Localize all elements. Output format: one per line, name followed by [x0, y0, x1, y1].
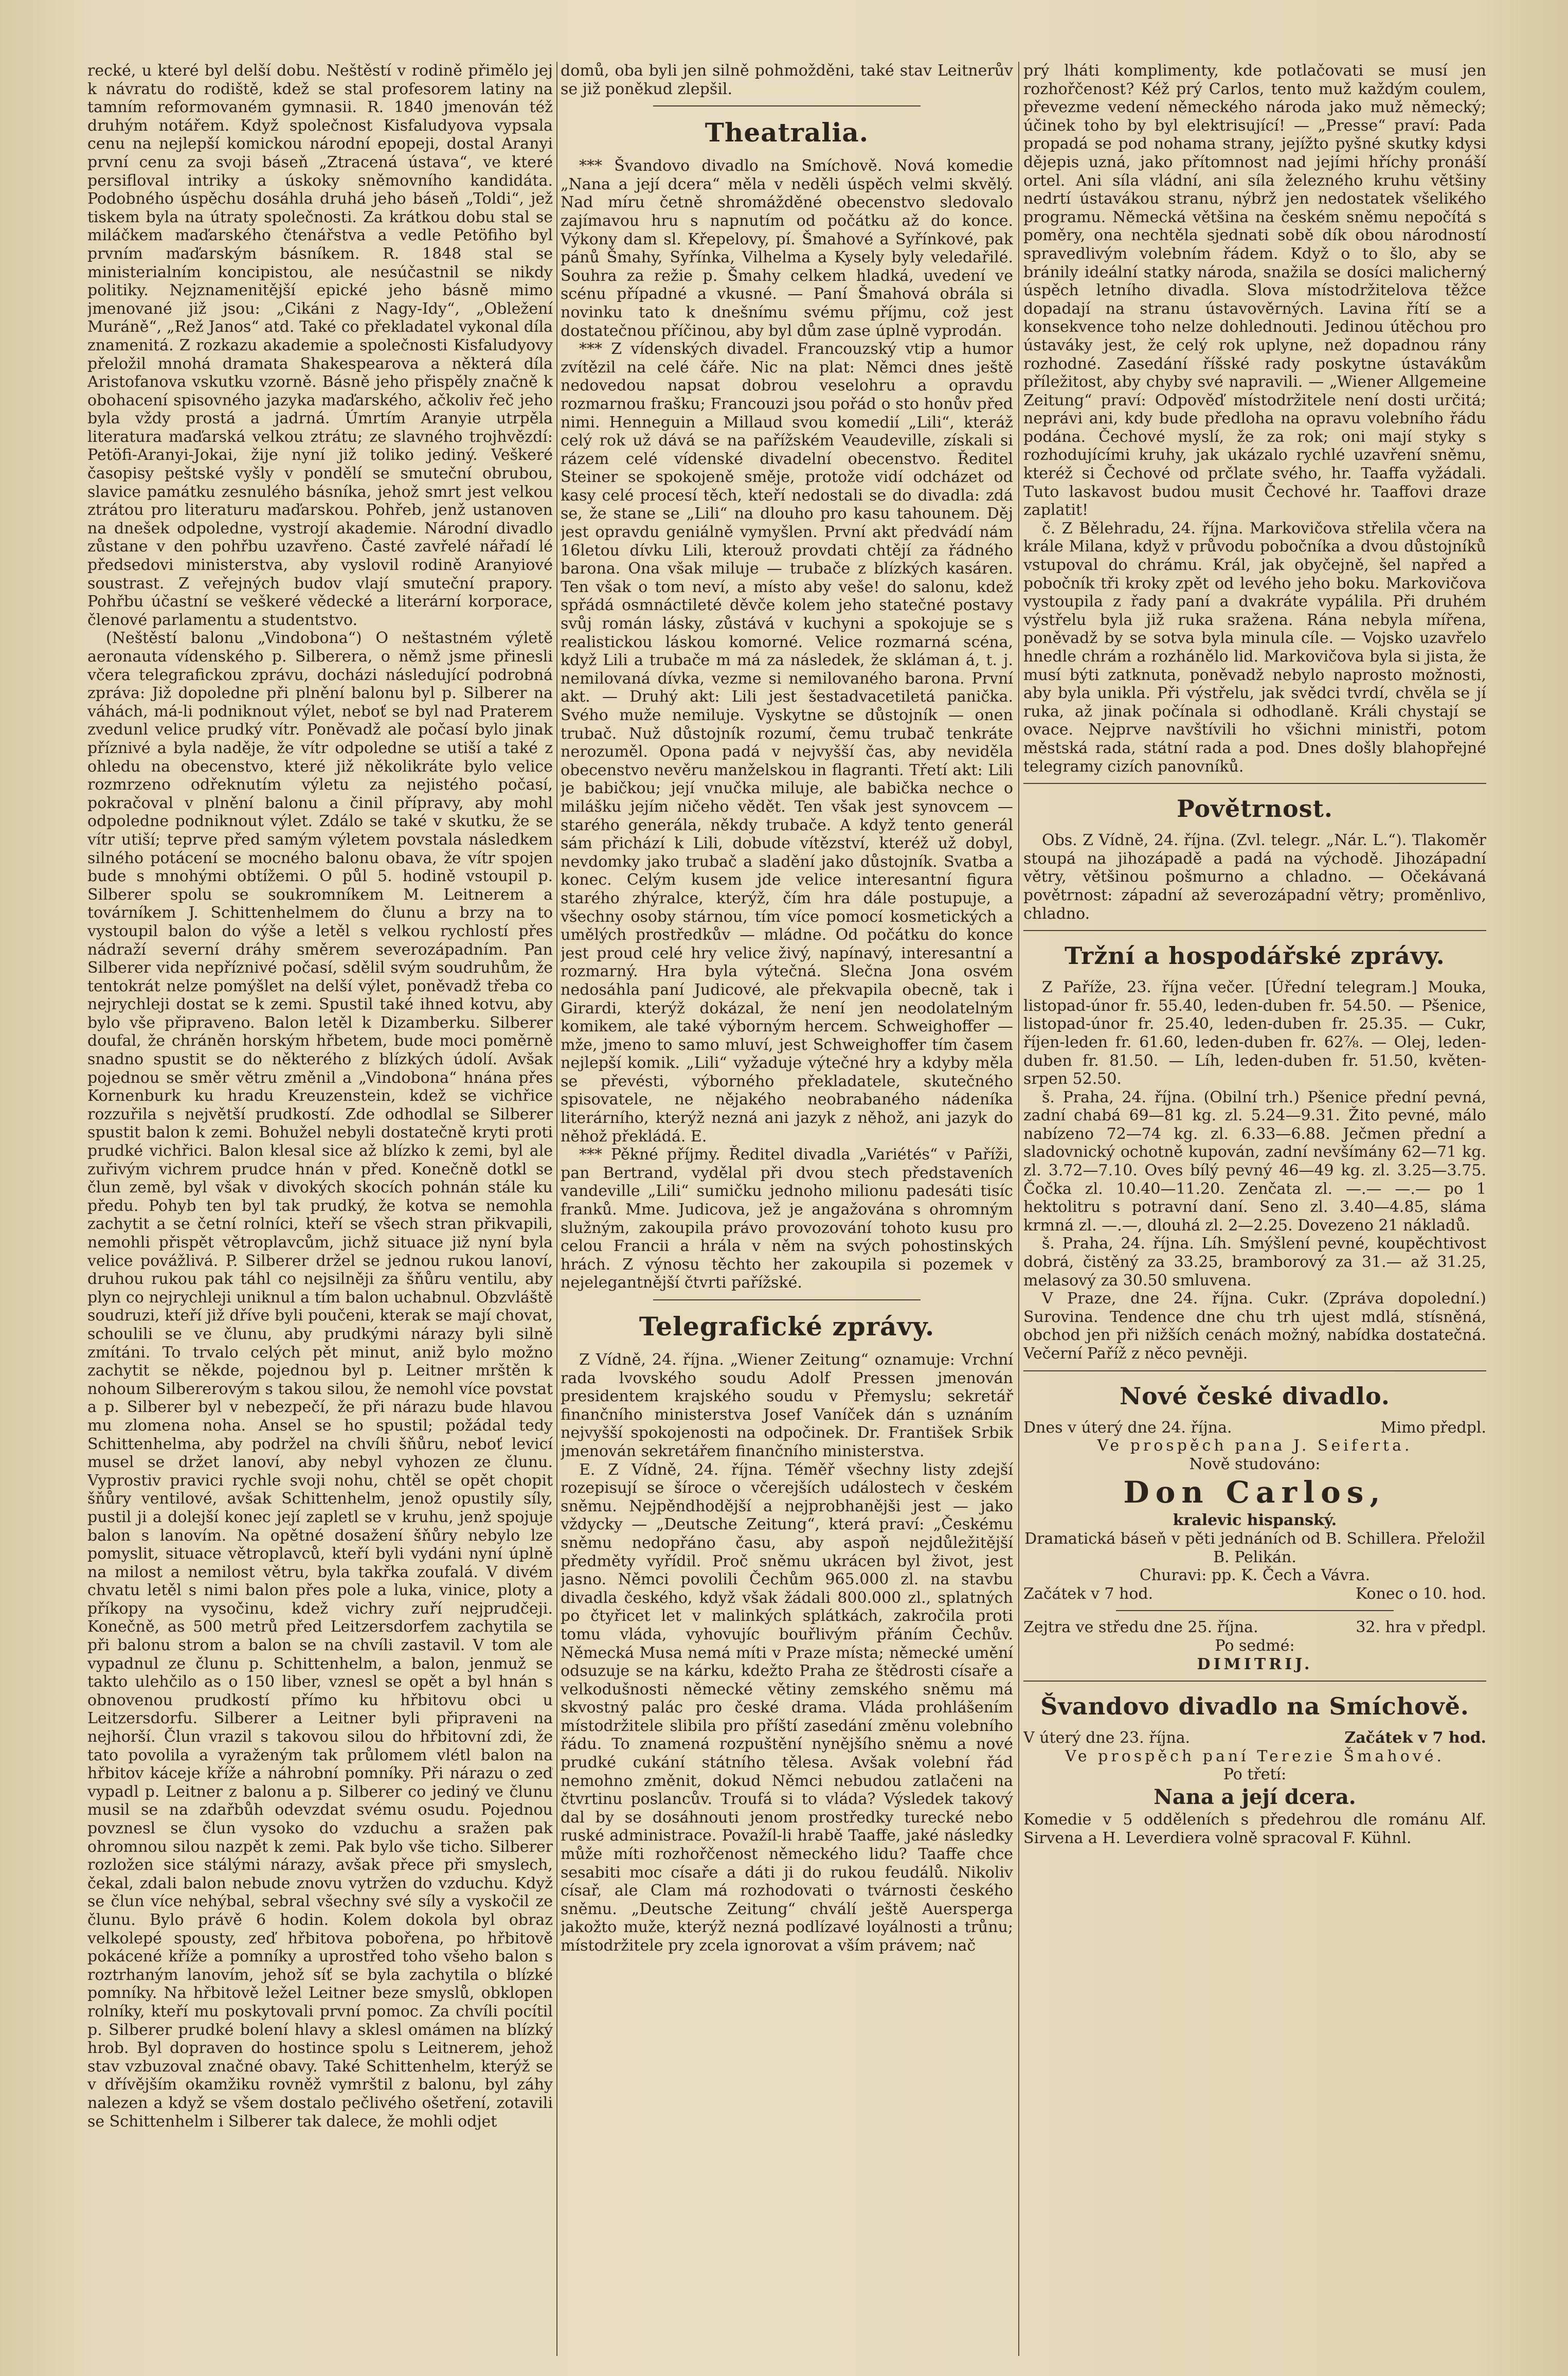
telegram-item: Z Vídně, 24. října. „Wiener Zeitung“ oznamuje: Vrchní rada lvovského soudu Adolf Pressen jmenován presidentem krajského soudu v Přemyslu; sekretář finančního ministerstva Josef Vaníček dán s uznáním nejvyšší spokojenosti na odpočinek. Dr. František Srbik jmenován sekretářem finančního ministerstva.	[561, 1351, 1013, 1460]
balloon-article: (Neštěstí balonu „Vindobona“) O neštastném výletě aeronauta vídenského p. Silberera, o němž jsme přinesli včera telegrafickou zprávu, docházi následující podrobná zpráva: Již dopoledne při plnění balonu byl p. Silberer na váhách, má-li podniknout výlet, neboť se byl nad Praterem zvedunl velice prudký vítr. Poněvadž ale počasí bylo jinak příznivé a byla naděje, že vítr odpoledne se utiší a také z ohledu na obecenstvo, které již několikráte bylo velice rozmrzeno odřeknutím výletu za nejistého počasí, pokračoval v plnění balonu a činil přípravy, aby mohl odpoledne podniknout výlet. Zdálo se také v skutku, že se vítr utiší; teprve před samým výletem povstala následkem silného potácení se mocného balonu obava, že vítr spojen bude s mnohými obtížemi. O půl 5. hodině vstoupil p. Silberer spolu se soukromníkem M. Leitnerem a továrníkem J. Schittenhelmem do člunu a brzy na to vystoupil balon do výše a letěl s velkou rychlostí přes nádraží severní dráhy směrem severozápadním. Pan Silberer vida nepříznivé počasí, sdělil svým soudruhům, že tentokrát nelze pomýšlet na delší výlet, poněvadž třeba co nejrychleji dostat se k zemi. Spustil také ihned kotvu, aby bylo vše připraveno. Balon letěl k Dizamberku. Silberer doufal, že chráněn horským hřbetem, bude moci poměrně snadno spustit se do některého z blízkých údolí. Avšak pojednou se směr větru změnil a „Vindobona“ hnána přes Kornenburk ku hradu Kreuzenstein, kdež se vichřice rozzuřila s největší prudkostí. Zde odhodlal se Silberer spustit balon k zemi. Bohužel nebyli dostatečně kryti proti prudké vichřici. Balon klesal sice až blízko k zemi, byl ale zuřivým vichrem prudce hnán v před. Konečně dotkl se člun země, byl však v divokých skocích pohnán stále ku předu. Pohyb ten byl tak prudký, že kotva se nemohla zachytit a se četní rolníci, kteří se všech stran přikvapili, nemohli přispět větroplavcům, jichž situace již nyní byla velice povážlivá. P. Silberer držel se jednou rukou lanoví, druhou rukou pak táhl co nejsilněji za šňůru ventilu, aby plyn co nejrychleji uniknul a tím balon uchabnul. Obzvláště soudruzi, kteří již dříve byli poučeni, kterak se mají chovat, schoulili se ve člunu, aby prudkými nárazy byli silně zmítáni. To trvalo celých pět minut, aniž bylo možno zachytit se někde, pojednou byl p. Leitner mrštěn k nohoum Silbererovým s takou silou, že nemohl více povstat a p. Silberer byl v nebezpečí, že při nárazu bude hlavou mu zlomena noha. Ansel se ho spustil; požádal tedy Schittenhelma, aby podržel na chvíli šňůru, neboť levicí musel se držet lanoví, aby nebyl vyhozen ze člunu. Vyprostiv pravici rychle svoji nohu, chtěl se opět chopit šňůry ventilové, avšak Schittenhelm, jenož opustily síly, pustil ji a dolejší konec její zapletl se v kruhu, jenž spojuje balon s lanovím. Na opětné dosažení šňůry nebylo lze pomyslit, situace větroplavců, kteří byli vydáni nyní úplně na milost a nemilost větru, byla takřka zoufalá. V divém chvatu letěl s nimi balon přes pole a luka, vinice, ploty a příkopy na vysočinu, kdež vichry zuří nejprudčeji. Konečně, as 500 metrů před Leitzersdorfem zachytila se při balonu strom a balon se na chvíli zastavil. V tom ale vypadnul ze člunu p. Schittenhelm, a balon, jenmuž se takto ulehčilo as o 150 liber, vznesl se opět a byl hnán s obnovenou prudkostí přímo ku hřbitovu obci u Leitzersdorfu. Silberer a Leitner byli připraveni na nejhorší. Člun vrazil s takovou silou do hřbitovní zdi, že tato povolila a vyraženým tak průlomem vlétl balon na hřbitov káceje kříže a náhrobní pomníky. Při nárazu o zeď vypadl p. Leitner z balonu a p. Silberer co jediný ve člunu musil se na zdařbůh odevzdat svému osudu. Pojednou povznesl se člun vysoko do vzduchu a sražen pak ohromnou silou nazpět k zemi. Pak bylo vše ticho. Silberer rozložen sice stálými nárazy, avšak přece při smyslech, čekal, zdali balon nebude znovu vytržen do vzduchu. Když se člun více nehýbal, sebral všechny své síly a vyskočil ze člunu. Bylo právě 6 hodin. Kolem dokola byl obraz velkolepé spousty, zeď hřbitova pobořena, po hřbitově pokácené kříže a pomníky a uprostřed toho všeho balon s roztrhaným lanovím, jehož síť se byla zachytila o blízké pomníky. Na hřbitově ležel Leitner beze smyslů, obklopen rolníky, kteří mu poskytovali první pomoc. Za chvíli pocítil p. Silberer prudké bolení hlavy a sklesl omámen na blízký hrob. Byl dopraven do hostince spolu s Leitnerem, jehož stav vzbuzoval značné obavy. Také Schittenhelm, kterýž se v dřívějším okamžiku rovněž vymrštil z balonu, byl záhy nalezen a když se všem dostalo pečlivého ošetření, zotavili se Schittenhelm i Silberer tak dalece, že mohli odjet	[87, 629, 553, 2131]
ad-run-count: Po třetí:	[1223, 1765, 1287, 1784]
ad-play-desc: Dramatická báseň v pěti jednáních od B. Schillera. Přeložil B. Pelikán.	[1024, 1529, 1485, 1566]
column-rule	[1018, 62, 1019, 2356]
ad-play-subtitle: kralevic hispanský.	[1173, 1511, 1337, 1530]
divider	[1023, 1370, 1486, 1371]
ad-benefit: Ve prospěch pana J. Seiferta.	[1097, 1437, 1413, 1455]
ad-play-title: Nana a její dcera.	[1154, 1784, 1356, 1809]
divider	[1116, 1610, 1394, 1611]
ad-benefit: Ve prospěch paní Terezie Šmahové.	[1065, 1747, 1445, 1765]
theatre-item: *** Pěkné příjmy. Ředitel divadla „Variétés“ v Paříži, pan Bertrand, vydělal při dvou stech představeních vandeville „Lili“ sumičku jednoho milionu padesáti tisíc franků. Mme. Judicova, jež je angažována s ohromným služným, zakoupila právo provozování tohoto kusu pro celou Francii a hrála v něm na svých pohostinských hrách. Z výnosu těchto her zakoupila si pozemek v nejelegantnější čtvrti pařížské.	[561, 1146, 1013, 1292]
belgrade-report: č. Z Bělehradu, 24. října. Markovičova střelila včera na krále Milana, když v průvodu pobočníka a dvou důstojníků vstupoval do chrámu. Král, jak obyčejně, šel napřed a pobočník tři kroky zpět od levého jeho boku. Markovičova vystoupila z řady paní a dvakráte vypálila. Při druhém výstřelu byla již ruka sražena. Rána nebyla mířena, poněvadž by se sotva byla minula cíle. — Vojsko uzavřelo hnedle chrám a rozhánělo lid. Markovičova byla si jista, že musí býti zatknuta, poněvadž nebylo naprosto možnosti, aby byla unikla. Při výstřelu, jak svědci tvrdí, chvěla se jí ruka, až jinak počínala si odhodlaně. Králi chystají se ovace. Nejprve navštívili ho všichni ministři, potom městská rada, státní rada a pod. Dnes došly blahopřejné telegramy cizích panovníků.	[1023, 519, 1486, 776]
ad-date: Dnes v úterý dne 24. října.	[1023, 1418, 1232, 1437]
ad-newly: Nově studováno:	[1189, 1455, 1321, 1473]
ad-start: Začátek v 7 hod.	[1344, 1729, 1486, 1747]
ad-next-play: DIMITRIJ.	[1197, 1655, 1313, 1673]
ad-heading-narodni-divadlo: Nové české divadlo.	[1120, 1382, 1390, 1410]
divider	[1023, 930, 1486, 931]
theatre-ad-nd	[1023, 1419, 1486, 1674]
ad-play-title: Don Carlos,	[1123, 1475, 1386, 1510]
press-review: prý lháti komplimenty, kde potlačovati se musí jen rozhořčenost? Kéž prý Carlos, tento muž každým coulem, převezme vedení německého národa jako muž německý; účinek toho by byl elektrisující! — „Presse“ praví: Pada propadá se pod nohama strany, jejížto pyšné skutky kdysi dějepis uzná, jako přítomnost nad jejími hříchy pronáší ortel. Ani síla vládní, ani síla železného kruhu většiny nedrtí ústavákou stranu, nýbrž jen nedostatek všelikého programu. Německá většina na českém sněmu nepočítá s poměry, ona nechtěla sjednati sobě dík obou národností spravedlivým volebním řádem. Když o to šlo, aby se bránily ideální statky národa, snažila se dosíci malicherný úspěch letního divadla. Slova místodržitelova těžce dopadají na stranu ústavověrných. Lavina řítí se a konsekvence toho nelze dohlednouti. Jedinou útěchou pro ústaváky jest, že celý rok uplyne, než dopadnou rány rozhodné. Zasedání říšské rady poskytne ústavákům příležitost, aby chyby své napravili. — „Wiener Allgemeine Zeitung“ praví: Odpověď místodržitele není dosti určitá; neprávi ani, kdy bude předloha na opravu volebního řádu podána. Čechové myslí, že za rok; oni mají styky s rozhodujícími kruhy, jak ukázalo rychlé uzavření sněmu, kteréž si Čechové od prčlate svého, hr. Taaffa vyžádali. Tuto laskavost budou musit Čechové hr. Taaffovi draze zaplatit!	[1023, 62, 1486, 520]
ad-tomorrow-sub: 32. hra v předpl.	[1356, 1618, 1486, 1637]
market-paris: Z Paříže, 23. října večer. [Úřední telegram.] Mouka, listopad-únor fr. 55.40, leden-duben fr. 54.50. — Pšenice, listopad-únor fr. 25.40, leden-duben fr. 25.35. — Cukr, říjen-leden fr. 61.60, leden-duben fr. 62⅞. — Olej, leden-duben fr. 81.50. — Líh, leden-duben fr. 51.50, květen-srpen 52.50.	[1023, 978, 1486, 1088]
divider	[653, 105, 921, 106]
market-praha-spirit: š. Praha, 24. října. Líh. Smýšlení pevné, koupěchtivost dobrá, čistěný za 33.25, bramborový za 31.— až 31.25, melasový za 30.50 smluvena.	[1023, 1235, 1486, 1290]
section-heading-telegraf: Telegrafické zprávy.	[639, 1311, 935, 1342]
ad-date: V úterý dne 23. října.	[1023, 1729, 1191, 1747]
ad-start: Začátek v 7 hod.	[1023, 1584, 1154, 1603]
balloon-article-end: domů, oba byli jen silně pohmožděni, také stav Leitnerův se již poněkud zlepšil.	[561, 62, 1013, 98]
divider	[653, 1299, 921, 1300]
divider	[1023, 1681, 1486, 1682]
column-3	[1023, 62, 1486, 2361]
column-rule	[556, 62, 557, 2356]
ad-next-count: Po sedmé:	[1215, 1636, 1295, 1655]
market-praha-sugar: V Praze, dne 24. října. Cukr. (Zpráva dopolední.) Surovina. Tendence dne chu trh ujest mdlá, stísněná, obchod jen při nižších cenách možný, nabídka dostatečná. Večerní Paříž z něco pevněji.	[1023, 1290, 1486, 1363]
ad-heading-svandovo: Švandovo divadlo na Smíchově.	[1040, 1692, 1469, 1721]
market-praha-grain: š. Praha, 24. října. (Obilní trh.) Pšenice přední pevná, zadní chabá 69—81 kg. zl. 5.24—9.31. Žito pevné, málo nabízeno 72—74 kg. zl. 6.33—6.88. Ječmen přední a sladovnický ochotně kupován, zadní nevšímány 62—71 kg. zl. 3.72—7.10. Oves bílý pevný 46—49 kg. zl. 3.25—3.75. Čočka zl. 10.40—11.20. Zenčata zl. —.— —.— po 1 hektolitru s potravní daní. Seno zl. 3.40—4.85, sláma krmná zl. —.—, dlouhá zl. 2—2.25. Dovezeno 21 nákladů.	[1023, 1088, 1486, 1235]
column-1	[87, 62, 553, 2361]
ad-tomorrow: Zejtra ve středu dne 25. října.	[1023, 1618, 1258, 1637]
ad-sick-list: Churavi: pp. K. Čech a Vávra.	[1139, 1566, 1371, 1585]
weather-report: Obs. Z Vídně, 24. října. (Zvl. telegr. „Nár. L.“). Tlakoměr stoupá na jihozápadě a padá na východě. Jihozápadní větry, většinou pošmurno a chladno. — Očekávaná povětrnost: západní až severozápadní větry; proměnlivo, chladno.	[1023, 831, 1486, 923]
column-2	[561, 62, 1013, 2361]
ad-end: Konec o 10. hod.	[1355, 1584, 1486, 1603]
section-heading-theatralia: Theatralia.	[705, 117, 869, 148]
theatre-item: *** Švandovo divadlo na Smíchově. Nová komedie „Nana a její dcera“ měla v neděli úspěch velmi skvělý. Nad míru četně shromážděné obecenstvo sledovalo zajímavou hru s napnutím od počátku až do konce. Výkony dam sl. Křepelovy, pí. Šmahové a Syřínkové, pak pánů Šmahy, Syřínka, Vilhelma a Kysely byly veledařilé. Souhra za režie p. Šmahy celkem hladká, uvedení ve scénu případné a vkusné. — Paní Šmahová obrála si novinku tato k dnešnímu svému příjmu, což jest dostatečnou příčinou, aby byl dům zase úplně vyprodán.	[561, 157, 1013, 340]
theatre-ad-sv	[1023, 1729, 1486, 1847]
ad-play-desc: Komedie v 5 odděleních s předehrou dle románu Alf. Sirvena a H. Leverdiera volně spracoval F. Kühnl.	[1023, 1810, 1486, 1847]
arany-article: recké, u které byl delší dobu. Neštěstí v rodině přimělo jej k návratu do rodiště, kdež se stal profesorem latiny na tamním reformovaném gymnasii. R. 1840 jmenován též druhým notářem. Když společnost Kisfaludyova vypsala cenu na nejlepší komickou národní epopeji, dostal Aranyi první cenu za svoji báseň „Ztracená ústava“, ve které persifloval intriky a úskoky sněmovního kandidáta. Podobného úspěchu dosáhla druhá jeho báseň „Toldi“, jež tiskem byla na útraty společnosti. Za krátkou dobu stal se miláčkem maďarského čtenářstva a vedle Petöfiho byl prvním maďarským básníkem. R. 1848 stal se ministerialním koncipistou, ale nesúčastnil se nikdy politiky. Nejznamenitější epické jeho básně mimo jmenované již jsou: „Cikáni z Nagy-Idy“, „Obležení Muráně“, „Rež Janos“ atd. Také co překladatel vykonal díla znamenitá. Z rozkazu akademie a společnosti Kisfaludyovy přeložil mnohá dramata Shakespearova a některá díla Aristofanova vskutku vzorně. Básně jeho přispěly značně k obohacení spisovného jazyka maďarského, ačkoliv řeč jeho byla vždy prostá a jadrná. Úmrtím Aranyie utrpěla literatura maďarská velkou ztrátu; ze slavného trojhvězdí: Petöfi-Aranyi-Jokai, žije nyní již toliko jediný. Veškeré časopisy peštské vyšly v pondělí se smuteční obrubou, slavice památku zesnulého básníka, jehož smrt jest velkou ztrátou pro literaturu maďarskou. Pohřeb, jenž ustanoven na dnešek odpoledne, vystrojí akademie. Národní divadlo zůstane v den pohřbu uzavřeno. Časté zavřelé nářadí lé předsedovi ministerstva, aby vyslovil rodině Aranyiové soustrast. Z veřejných budov vlají smuteční prapory. Pohřbu účastní se veškeré vědecké a literární korporace, členové parlamentu a studentstvo.	[87, 62, 553, 629]
telegram-item: E. Z Vídně, 24. října. Téměř všechny listy zdejší rozepisují se šíroce o včerejších událostech v českém sněmu. Nejpěndhodější a nejprobhanějši jest — jako vždycky — „Deutsche Zeitung“, která praví: „Českému sněmu nedopřáno času, aby aspoň nejdůležitější předměty vyřídil. Proč sněmu ukrácen byl život, jest jasno. Němci povolili Čechům 965.000 zl. na stavbu divadla českého, když však žádali 800.000 zl., splatných po čtyřicet let v malinkých splátkách, zakročila proti tomu vláda, vyhovujíc bouřlivým přáním Čechův. Německá Musa nemá míti v Praze místa; německé umění odsuzuje se na kárku, kdežto Praha ze štědrosti císaře a velkodušnosti německé větiny zemského sněmu má skvostný palác pro české drama. Vláda prohlášením místodržitele slibila pro příští zasedání změnu volebního řádu. To znamená rozpuštění nynějšího sněmu a nové prudké cukání státního tělesa. Avšak volební řád nemohno změnit, dokud Němci nebudou zatlačeni na čtvrtinu poslancův. Troufá si to vláda? Výsledek takový dal by se dosáhnouti jenom prostředky turecké nebo ruské administrace. Považíl-li hrabě Taaffe, jaké následky může míti rozhořčenost německého lidu? Taaffe chce sesabiti moc císaře a dáti ji do rukou feudálů. Nikoliv císař, ale Clam má rozhodovati o tvárnosti českého sněmu. „Deutsche Zeitung“ chválí ještě Auersperga jakožto muže, kterýž nezná podlízavé loyálnosti a trůnu; místodržitele pry zcela ignorovat a vším právem; nač	[561, 1460, 1013, 1955]
section-heading-market: Tržní a hospodářské zprávy.	[1065, 942, 1445, 970]
section-heading-weather: Povětrnost.	[1177, 795, 1333, 823]
theatre-item: *** Z vídenských divadel. Francouzský vtip a humor zvítězil na celé čáře. Nic na plat: Němci dnes ještě nedovedou napsat dobrou veselohru a opravdu rozmarnou frašku; Francouzi jsou pořád o sto honův před nimi. Henneguin a Millaud svou komedií „Lili“, kteráž celý rok už dává se na pařížském Veaudeville, získali si rázem celé vídenské divadelní obecenstvo. Ředitel Steiner se spokojeně směje, protože vidí odcházet od kasy celé procesí těch, kteří nedostali se do divadla: zdá se, že stane se „Lili“ na dlouho pro kasu tahounem. Děj jest opravdu geniálně vymyšlen. První akt předvádí nám 16letou dívku Lili, kterouž provdati chtějí za řádného barona. Ona však miluje — trubače z blízkých kasáren. Ten však o tom neví, a místo aby veše! do salonu, kdež spřádá osmnáctileté děvče kolem jeho statečné postavy svůj román lásky, zůstává v kuchyni a spokojuje se s realistickou láskou komorné. Velice rozmarná scéna, když Lili a trubače m má za následek, že skláman á, t. j. nemilovaná dívka, vezme si nemilovaného barona. První akt. — Druhý akt: Lili jest šestadvacetiletá panička. Svého muže nemiluje. Vyskytne se důstojník — onen trubač. Nuž důstojník rozumí, čemu trubač tenkráte nerozuměl. Opona padá v nejvyšší čas, aby neviděla obecenstvo nevěru manželskou in flagranti. Třetí akt: Lili je babičkou; její vnučka miluje, ale babička nechce o milášku jejím ničeho vědět. Ten však jest synovcem — starého generála, někdy trubače. A když tento generál sám přichází k Lili, dobude vítězství, kteréž už dobyl, nevdomky jako trubač a sladění jako důstojník. Svatba a konec. Celým kusem jde velice interesantní figura starého zhýralce, kterýž, čím hra dále postupuje, a všechny osoby stárnou, tím více pomocí kosmetických a umělých prostředkův — mládne. Od počátku do konce jest proud celé hry velice živý, napínavý, interesantní a rozmarný. Hra byla výtečná. Slečna Jona osvém nedosáhla paní Judicové, ale překvapila obecně, tak i Girardi, kterýž dokázal, že není jen neodolatelným komikem, ale také výborným hercem. Schweighoffer — mže, jmeno to samo mluví, jest Schweighoffer tím časem nejlepší komik. „Lili“ vyžaduje výtečné hry a kdyby měla se převésti, výborného překladatele, skutečného spisovatele, ne nějakého neobrabaného nádeníka literárního, kterýž nezná ani jazyk z něhož, ani jazyk do něhož překládá. E.	[561, 340, 1013, 1146]
divider	[1023, 783, 1486, 784]
ad-subscription: Mimo předpl.	[1380, 1418, 1486, 1437]
